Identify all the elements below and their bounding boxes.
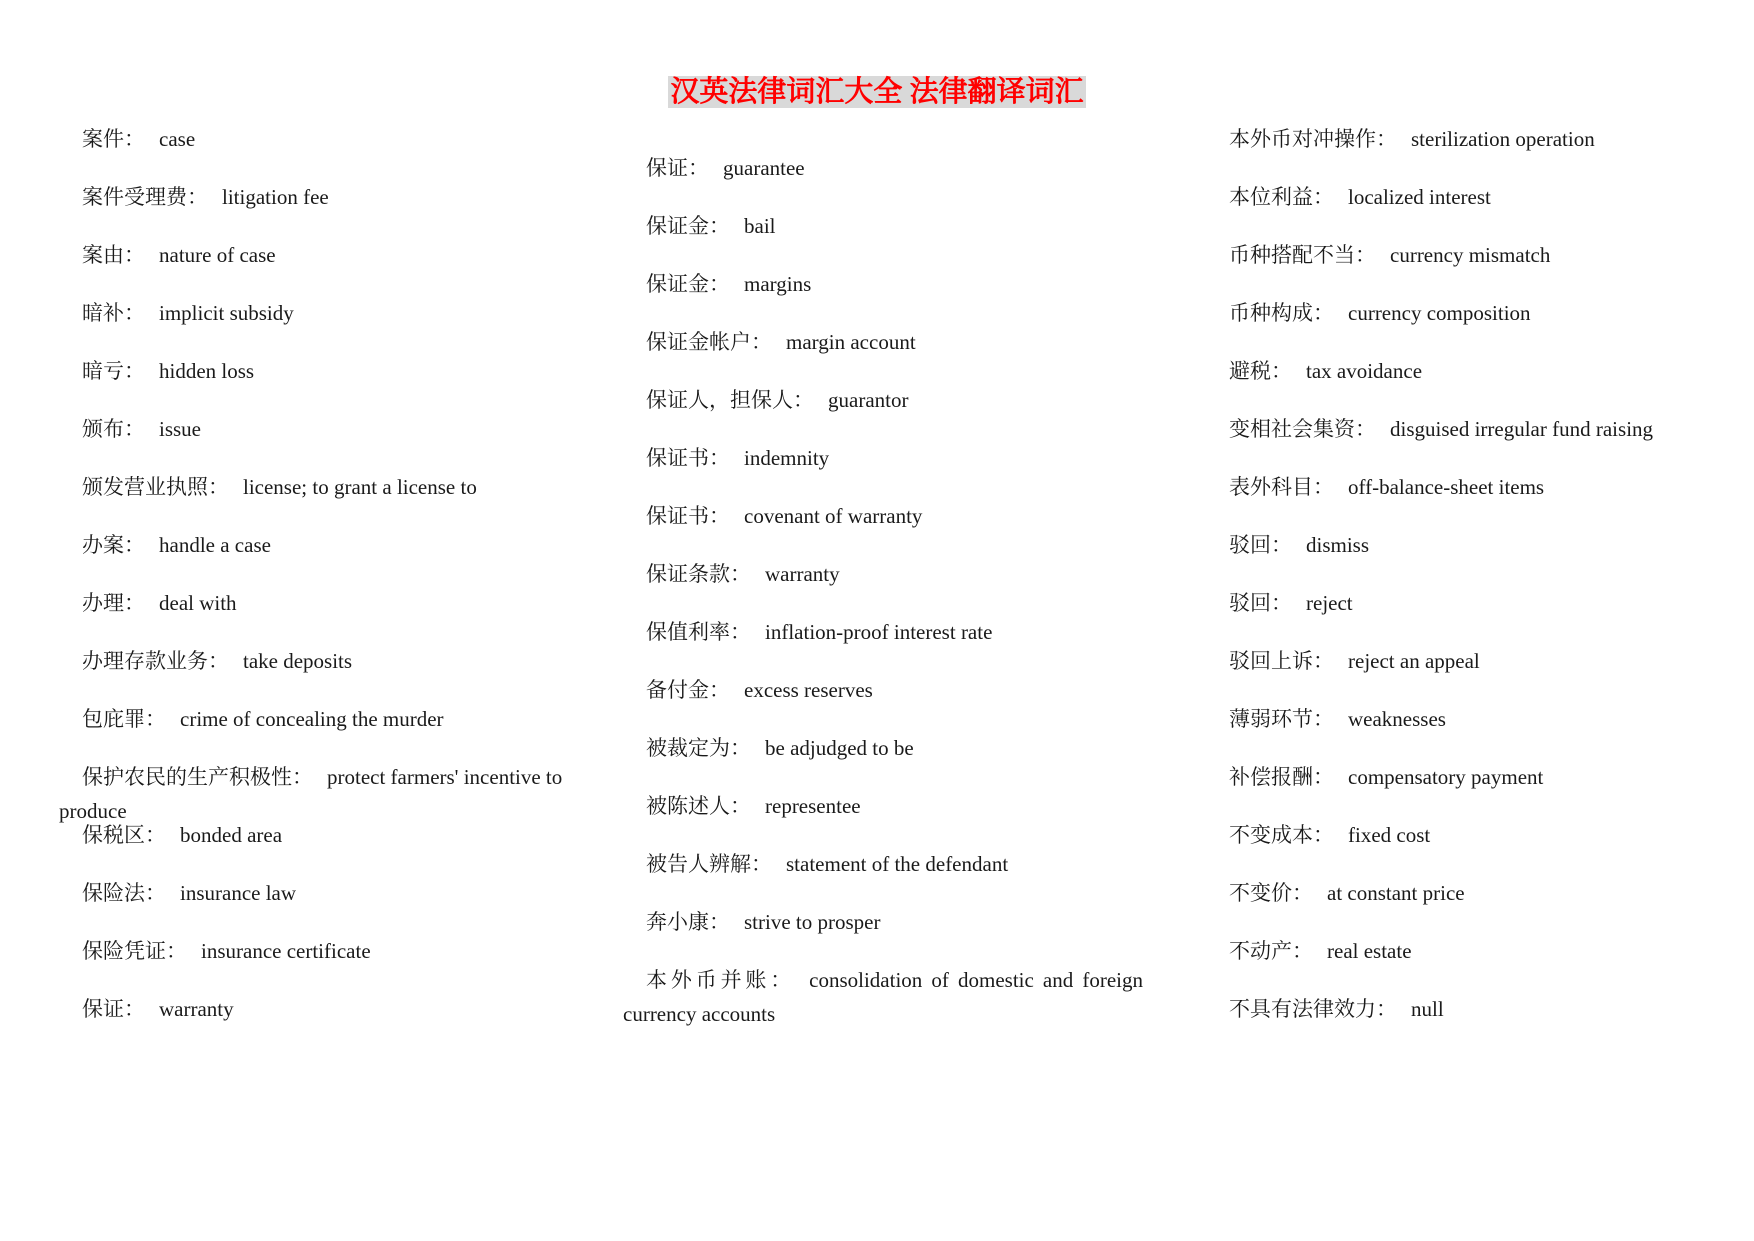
entry-english-term: take deposits (243, 649, 353, 673)
entry-english-term: license; to grant a license to (243, 475, 477, 499)
entry-english-term: crime of concealing the murder (180, 707, 444, 731)
entry-english-term: real estate (1327, 939, 1412, 963)
glossary-entry (1206, 761, 1726, 795)
glossary-entry (1206, 239, 1726, 273)
entry-chinese-term: 本外币对冲操作： (1229, 127, 1397, 151)
entry-english-term: guarantor (828, 388, 909, 412)
entry-chinese-term: 案件： (82, 127, 145, 151)
glossary-entry (1206, 355, 1726, 389)
entry-english-term: insurance law (180, 881, 297, 905)
entry-english-term: case (159, 127, 196, 151)
entry-chinese-term: 办理： (82, 591, 145, 615)
glossary-entry (1206, 645, 1726, 679)
glossary-entry (623, 268, 1143, 302)
entry-english-term: margin account (786, 330, 916, 354)
glossary-entry (1206, 993, 1726, 1027)
entry-english-term: guarantee (723, 156, 805, 180)
entry-english-term: margins (744, 272, 812, 296)
entry-chinese-term: 币种构成： (1229, 301, 1334, 325)
entry-english-term: implicit subsidy (159, 301, 294, 325)
glossary-entry (59, 587, 589, 621)
glossary-entry (623, 558, 1143, 592)
glossary-entry (623, 790, 1143, 824)
entry-english-term: issue (159, 417, 201, 441)
entry-chinese-term: 保险凭证： (82, 939, 187, 963)
entry-english-term: hidden loss (159, 359, 255, 383)
glossary-entry (623, 674, 1143, 708)
title-text: 汉英法律词汇大全 法律翻译词汇 (670, 76, 1084, 108)
entry-chinese-term: 保证人，担保人： (646, 388, 814, 412)
entry-chinese-term: 办理存款业务： (82, 649, 229, 673)
entry-english-term: excess reserves (744, 678, 873, 702)
entry-english-term: be adjudged to be (765, 736, 914, 760)
glossary-entry (59, 181, 589, 215)
entry-chinese-term: 颁发营业执照： (82, 475, 229, 499)
glossary-entry (59, 761, 589, 828)
entry-chinese-term: 驳回上诉： (1229, 649, 1334, 673)
glossary-entry (59, 297, 589, 331)
entry-chinese-term: 办案： (82, 533, 145, 557)
entry-chinese-term: 薄弱环节： (1229, 707, 1334, 731)
glossary-entry (623, 906, 1143, 940)
glossary-entry (1206, 297, 1726, 331)
glossary-entry (59, 877, 589, 911)
entry-chinese-term: 暗亏： (82, 359, 145, 383)
entry-chinese-term: 避税： (1229, 359, 1292, 383)
entry-chinese-term: 驳回： (1229, 533, 1292, 557)
glossary-entry (1206, 123, 1726, 157)
entry-english-term: representee (765, 794, 861, 818)
glossary-entry (1206, 181, 1726, 215)
glossary-entry (623, 616, 1143, 650)
entry-chinese-term: 包庇罪： (82, 707, 166, 731)
entry-english-term: null (1411, 997, 1444, 1021)
entry-chinese-term: 不变成本： (1229, 823, 1334, 847)
glossary-entry (59, 471, 589, 505)
glossary-entry (59, 413, 589, 447)
entry-english-term: dismiss (1306, 533, 1370, 557)
glossary-entry (623, 848, 1143, 882)
glossary-entry (623, 384, 1143, 418)
entry-english-term: reject (1306, 591, 1353, 615)
glossary-entry (623, 732, 1143, 766)
glossary-entry (59, 645, 589, 679)
glossary-entry (623, 442, 1143, 476)
entry-english-term: bail (744, 214, 776, 238)
glossary-entry (1206, 819, 1726, 853)
entry-english-term: protect farmers' incentive to produce (59, 765, 563, 823)
glossary-entry (59, 355, 589, 389)
entry-chinese-term: 保证金： (646, 272, 730, 296)
entry-chinese-term: 保值利率： (646, 620, 751, 644)
entry-chinese-term: 保证金帐户： (646, 330, 772, 354)
entry-chinese-term: 本外币并账： (646, 968, 796, 992)
entry-chinese-term: 变相社会集资： (1229, 417, 1376, 441)
entry-english-term: fixed cost (1348, 823, 1431, 847)
entry-chinese-term: 保证书： (646, 446, 730, 470)
entry-english-term: warranty (159, 997, 234, 1021)
entry-english-term: bonded area (180, 823, 283, 847)
entry-english-term: indemnity (744, 446, 830, 470)
glossary-entry (1206, 471, 1726, 505)
entry-chinese-term: 保证金： (646, 214, 730, 238)
glossary-entry (1206, 587, 1726, 621)
glossary-entry (59, 123, 589, 157)
entry-english-term: deal with (159, 591, 237, 615)
entry-chinese-term: 补偿报酬： (1229, 765, 1334, 789)
entry-english-term: consolidation of domestic and foreign currency accounts (623, 968, 1143, 1026)
entry-chinese-term: 被告人辨解： (646, 852, 772, 876)
entry-chinese-term: 案由： (82, 243, 145, 267)
entry-english-term: handle a case (159, 533, 271, 557)
glossary-entry (623, 152, 1143, 186)
entry-chinese-term: 颁布： (82, 417, 145, 441)
glossary-entry (623, 500, 1143, 534)
entry-chinese-term: 保证书： (646, 504, 730, 528)
entry-english-term: covenant of warranty (744, 504, 923, 528)
glossary-entry (623, 964, 1143, 1031)
entry-english-term: localized interest (1348, 185, 1491, 209)
glossary-entry (1206, 529, 1726, 563)
entry-chinese-term: 不变价： (1229, 881, 1313, 905)
entry-chinese-term: 保护农民的生产积极性： (82, 765, 313, 789)
glossary-entry (59, 819, 589, 853)
entry-chinese-term: 表外科目： (1229, 475, 1334, 499)
entry-english-term: weaknesses (1348, 707, 1446, 731)
entry-english-term: litigation fee (222, 185, 329, 209)
entry-chinese-term: 备付金： (646, 678, 730, 702)
glossary-entry (623, 210, 1143, 244)
entry-english-term: tax avoidance (1306, 359, 1423, 383)
entry-chinese-term: 本位利益： (1229, 185, 1334, 209)
document-title (0, 72, 1754, 112)
entry-chinese-term: 暗补： (82, 301, 145, 325)
entry-english-term: compensatory payment (1348, 765, 1544, 789)
glossary-entry (59, 993, 589, 1027)
glossary-entry (1206, 703, 1726, 737)
entry-english-term: currency composition (1348, 301, 1531, 325)
entry-english-term: sterilization operation (1411, 127, 1595, 151)
glossary-entry (59, 935, 589, 969)
entry-english-term: currency mismatch (1390, 243, 1551, 267)
entry-chinese-term: 奔小康： (646, 910, 730, 934)
glossary-entry (59, 529, 589, 563)
entry-chinese-term: 币种搭配不当： (1229, 243, 1376, 267)
entry-english-term: nature of case (159, 243, 276, 267)
entry-english-term: off-balance-sheet items (1348, 475, 1545, 499)
entry-chinese-term: 保税区： (82, 823, 166, 847)
entry-english-term: warranty (765, 562, 840, 586)
entry-english-term: inflation-proof interest rate (765, 620, 993, 644)
entry-chinese-term: 保证条款： (646, 562, 751, 586)
entry-chinese-term: 案件受理费： (82, 185, 208, 209)
entry-chinese-term: 保险法： (82, 881, 166, 905)
entry-english-term: at constant price (1327, 881, 1465, 905)
entry-chinese-term: 被陈述人： (646, 794, 751, 818)
entry-chinese-term: 被裁定为： (646, 736, 751, 760)
entry-english-term: strive to prosper (744, 910, 881, 934)
entry-english-term: statement of the defendant (786, 852, 1009, 876)
entry-chinese-term: 驳回： (1229, 591, 1292, 615)
glossary-entry (623, 326, 1143, 360)
glossary-entry (59, 239, 589, 273)
entry-chinese-term: 不具有法律效力： (1229, 997, 1397, 1021)
entry-english-term: disguised irregular fund raising (1390, 417, 1654, 441)
entry-chinese-term: 不动产： (1229, 939, 1313, 963)
entry-chinese-term: 保证： (646, 156, 709, 180)
glossary-entry (1206, 877, 1726, 911)
glossary-entry (1206, 413, 1726, 447)
entry-english-term: insurance certificate (201, 939, 371, 963)
glossary-entry (1206, 935, 1726, 969)
glossary-entry (59, 703, 589, 737)
entry-chinese-term: 保证： (82, 997, 145, 1021)
entry-english-term: reject an appeal (1348, 649, 1480, 673)
